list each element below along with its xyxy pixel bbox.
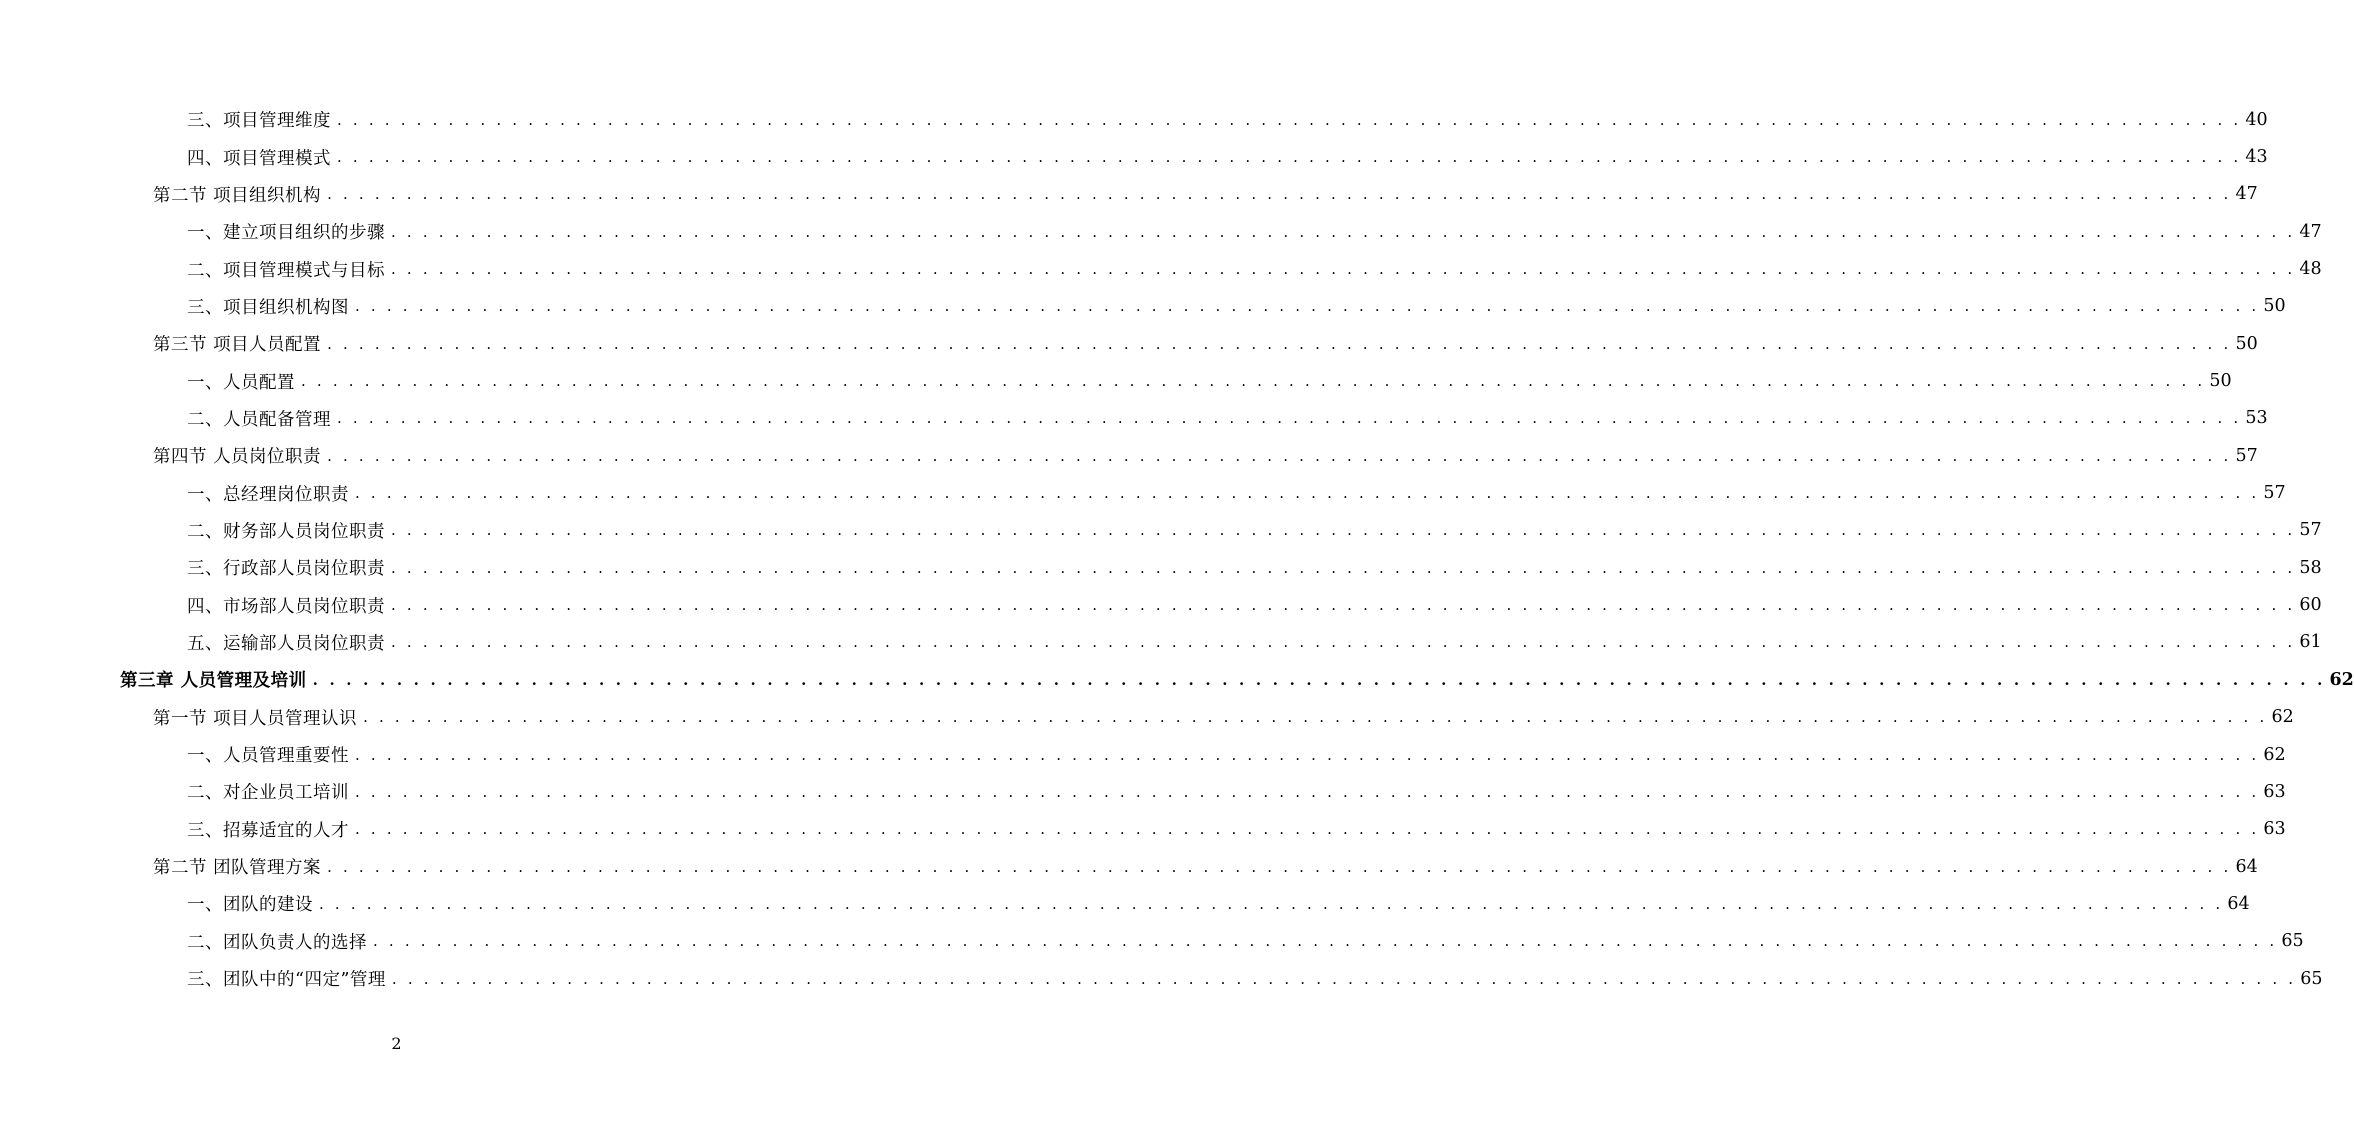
toc-entry-item[interactable]: [0, 773, 2286, 810]
toc-entry-page: 57: [2299, 520, 2322, 541]
toc-entry-item[interactable]: [0, 736, 2286, 773]
toc-entry-title: 第三节 项目人员配置: [153, 335, 322, 356]
toc-entry-title: 第二节 团队管理方案: [153, 858, 322, 879]
toc-entry-title: 四、项目管理模式: [187, 148, 331, 169]
toc-entry-item[interactable]: [0, 138, 2268, 175]
toc-entry-page: 61: [2299, 632, 2322, 653]
toc-entry-title: 二、团队负责人的选择: [187, 932, 367, 953]
toc-entry-title: 第四节 人员岗位职责: [153, 447, 322, 468]
toc-entry-title: 第二节 项目组织机构: [153, 185, 322, 206]
toc-entry-page: 50: [2263, 296, 2286, 317]
toc-entry-title: 三、项目管理维度: [187, 111, 331, 132]
toc-entry-title: 一、总经理岗位职责: [187, 484, 349, 505]
toc-entry-chapter[interactable]: [0, 661, 2354, 698]
dot-leader: . . . . . . . . . . . . . . . . . . . . . . . . . . . . . . . . . . . . . . . . . . . . . . . . . . . . . . . . . . . . . . . . . . . . . . . . . . . . . . . . . . . . . . . . . . . . . . . . . . . . . . . . . . . . . . . . . . . . . . . .: [373, 932, 2278, 951]
toc-entry-title: 三、招募适宜的人才: [187, 820, 349, 841]
dot-leader: . . . . . . . . . . . . . . . . . . . . . . . . . . . . . . . . . . . . . . . . . . . . . . . . . . . . . . . . . . . . . . . . . . . . . . . . . . . . . . . . . . . . . . . . . . . . . . . . . . . . . . . . . . . . . . . . . . . . . . . .: [355, 297, 2260, 316]
toc-entry-item[interactable]: [0, 213, 2322, 250]
dot-leader: . . . . . . . . . . . . . . . . . . . . . . . . . . . . . . . . . . . . . . . . . . . . . . . . . . . . . . . . . . . . . . . . . . . . . . . . . . . . . . . . . . . . . . . . . . . . . . . . . . . . . . . . . . . . . . . . . . . . . . . .: [337, 110, 2242, 129]
dot-leader: . . . . . . . . . . . . . . . . . . . . . . . . . . . . . . . . . . . . . . . . . . . . . . . . . . . . . . . . . . . . . . . . . . . . . . . . . . . . . . . . . . . . . . . . . . . . . . . . . . . . . . . . . . . . . . . . . . . . . . . .: [391, 260, 2296, 279]
toc-entry-title: 二、人员配备管理: [187, 409, 331, 430]
toc-entry-title: 二、财务部人员岗位职责: [187, 521, 385, 542]
toc-entry-page: 63: [2263, 819, 2286, 840]
dot-leader: . . . . . . . . . . . . . . . . . . . . . . . . . . . . . . . . . . . . . . . . . . . . . . . . . . . . . . . . . . . . . . . . . . . . . . . . . . . . . . . . . . . . . . . . . . . . . . . . . . . . . . . . . . . . . . . . . . . . . . . .: [355, 484, 2260, 503]
toc-entry-item[interactable]: [0, 549, 2322, 586]
toc-entry-title: 一、人员管理重要性: [187, 746, 349, 767]
toc-entry-title: 四、市场部人员岗位职责: [187, 596, 385, 617]
dot-leader: . . . . . . . . . . . . . . . . . . . . . . . . . . . . . . . . . . . . . . . . . . . . . . . . . . . . . . . . . . . . . . . . . . . . . . . . . . . . . . . . . . . . . . . . . . . . . . . . . . . . . . . . . . . . . . . . . . . . . . . .: [327, 857, 2232, 876]
toc-entry-section[interactable]: [0, 437, 2258, 474]
toc-entry-item[interactable]: [0, 923, 2304, 960]
toc-entry-title: 二、项目管理模式与目标: [187, 260, 385, 281]
dot-leader: . . . . . . . . . . . . . . . . . . . . . . . . . . . . . . . . . . . . . . . . . . . . . . . . . . . . . . . . . . . . . . . . . . . . . . . . . . . . . . . . . . . . . . . . . . . . . . . . . . . . . . . . . . . . . . . . . . . . . . . .: [312, 670, 2326, 689]
toc-entry-item[interactable]: [0, 250, 2322, 287]
toc-entry-page: 64: [2227, 893, 2250, 914]
toc-entry-page: 53: [2245, 408, 2268, 429]
dot-leader: . . . . . . . . . . . . . . . . . . . . . . . . . . . . . . . . . . . . . . . . . . . . . . . . . . . . . . . . . . . . . . . . . . . . . . . . . . . . . . . . . . . . . . . . . . . . . . . . . . . . . . . . . . . . . . . . . . . . . . . .: [355, 782, 2260, 801]
toc-entry-page: 62: [2329, 669, 2354, 690]
toc-entry-title: 一、建立项目组织的步骤: [187, 223, 385, 244]
toc-entry-page: 57: [2235, 445, 2258, 466]
toc-entry-page: 40: [2245, 109, 2268, 130]
dot-leader: . . . . . . . . . . . . . . . . . . . . . . . . . . . . . . . . . . . . . . . . . . . . . . . . . . . . . . . . . . . . . . . . . . . . . . . . . . . . . . . . . . . . . . . . . . . . . . . . . . . . . . . . . . . . . . . . . . . . . . . .: [319, 894, 2224, 913]
dot-leader: . . . . . . . . . . . . . . . . . . . . . . . . . . . . . . . . . . . . . . . . . . . . . . . . . . . . . . . . . . . . . . . . . . . . . . . . . . . . . . . . . . . . . . . . . . . . . . . . . . . . . . . . . . . . . . . . . . . . . . . .: [327, 446, 2232, 465]
toc-entry-page: 47: [2299, 221, 2322, 242]
toc-entry-page: 58: [2299, 557, 2322, 578]
toc-entry-page: 50: [2209, 371, 2232, 392]
toc-entry-page: 65: [2281, 931, 2304, 952]
dot-leader: . . . . . . . . . . . . . . . . . . . . . . . . . . . . . . . . . . . . . . . . . . . . . . . . . . . . . . . . . . . . . . . . . . . . . . . . . . . . . . . . . . . . . . . . . . . . . . . . . . . . . . . . . . . . . . . . . . . . . . . .: [391, 558, 2296, 577]
dot-leader: . . . . . . . . . . . . . . . . . . . . . . . . . . . . . . . . . . . . . . . . . . . . . . . . . . . . . . . . . . . . . . . . . . . . . . . . . . . . . . . . . . . . . . . . . . . . . . . . . . . . . . . . . . . . . . . . . . . . . . . .: [391, 521, 2296, 540]
dot-leader: . . . . . . . . . . . . . . . . . . . . . . . . . . . . . . . . . . . . . . . . . . . . . . . . . . . . . . . . . . . . . . . . . . . . . . . . . . . . . . . . . . . . . . . . . . . . . . . . . . . . . . . . . . . . . . . . . . . . . . . .: [301, 372, 2206, 391]
toc-entry-page: 47: [2235, 184, 2258, 205]
dot-leader: . . . . . . . . . . . . . . . . . . . . . . . . . . . . . . . . . . . . . . . . . . . . . . . . . . . . . . . . . . . . . . . . . . . . . . . . . . . . . . . . . . . . . . . . . . . . . . . . . . . . . . . . . . . . . . . . . . . . . . . .: [327, 334, 2232, 353]
toc-entry-item[interactable]: [0, 960, 2323, 997]
dot-leader: . . . . . . . . . . . . . . . . . . . . . . . . . . . . . . . . . . . . . . . . . . . . . . . . . . . . . . . . . . . . . . . . . . . . . . . . . . . . . . . . . . . . . . . . . . . . . . . . . . . . . . . . . . . . . . . . . . . . . . . .: [355, 745, 2260, 764]
toc-entry-page: 57: [2263, 483, 2286, 504]
toc-entry-item[interactable]: [0, 474, 2286, 511]
toc-entry-title: 一、团队的建设: [187, 895, 313, 916]
toc-entry-page: 48: [2299, 259, 2322, 280]
toc-entry-title: 二、对企业员工培训: [187, 783, 349, 804]
toc-entry-page: 62: [2263, 744, 2286, 765]
toc-entry-page: 62: [2271, 707, 2294, 728]
toc-entry-title: 第三章 人员管理及培训: [120, 671, 307, 692]
dot-leader: . . . . . . . . . . . . . . . . . . . . . . . . . . . . . . . . . . . . . . . . . . . . . . . . . . . . . . . . . . . . . . . . . . . . . . . . . . . . . . . . . . . . . . . . . . . . . . . . . . . . . . . . . . . . . . . . . . . . . . . .: [337, 409, 2242, 428]
toc-entry-title: 一、人员配置: [187, 372, 295, 393]
toc-entry-section[interactable]: [0, 699, 2294, 736]
toc-entry-page: 43: [2245, 147, 2268, 168]
dot-leader: . . . . . . . . . . . . . . . . . . . . . . . . . . . . . . . . . . . . . . . . . . . . . . . . . . . . . . . . . . . . . . . . . . . . . . . . . . . . . . . . . . . . . . . . . . . . . . . . . . . . . . . . . . . . . . . . . . . . . . . .: [391, 633, 2296, 652]
toc-entry-page: 60: [2299, 595, 2322, 616]
toc-entry-page: 50: [2235, 333, 2258, 354]
toc-entry-item[interactable]: [0, 885, 2250, 922]
toc-entry-title: 三、团队中的“四定”管理: [187, 970, 386, 991]
toc-entry-page: 64: [2235, 856, 2258, 877]
dot-leader: . . . . . . . . . . . . . . . . . . . . . . . . . . . . . . . . . . . . . . . . . . . . . . . . . . . . . . . . . . . . . . . . . . . . . . . . . . . . . . . . . . . . . . . . . . . . . . . . . . . . . . . . . . . . . . . . . . . . . . . .: [327, 185, 2232, 204]
toc-entry-item[interactable]: [0, 811, 2286, 848]
toc-entry-section[interactable]: [0, 325, 2258, 362]
toc-entry-item[interactable]: [0, 624, 2322, 661]
toc-entry-title: 第一节 项目人员管理认识: [153, 708, 358, 729]
page-number: 2: [391, 1034, 402, 1053]
dot-leader: . . . . . . . . . . . . . . . . . . . . . . . . . . . . . . . . . . . . . . . . . . . . . . . . . . . . . . . . . . . . . . . . . . . . . . . . . . . . . . . . . . . . . . . . . . . . . . . . . . . . . . . . . . . . . . . . . . . . . . . .: [355, 820, 2260, 839]
toc-entry-page: 65: [2300, 968, 2323, 989]
toc-entry-item[interactable]: [0, 400, 2268, 437]
table-of-contents: [0, 101, 2354, 997]
toc-entry-item[interactable]: [0, 362, 2232, 399]
dot-leader: . . . . . . . . . . . . . . . . . . . . . . . . . . . . . . . . . . . . . . . . . . . . . . . . . . . . . . . . . . . . . . . . . . . . . . . . . . . . . . . . . . . . . . . . . . . . . . . . . . . . . . . . . . . . . . . . . . . . . . . .: [363, 708, 2268, 727]
toc-entry-section[interactable]: [0, 176, 2258, 213]
dot-leader: . . . . . . . . . . . . . . . . . . . . . . . . . . . . . . . . . . . . . . . . . . . . . . . . . . . . . . . . . . . . . . . . . . . . . . . . . . . . . . . . . . . . . . . . . . . . . . . . . . . . . . . . . . . . . . . . . . . . . . . .: [391, 969, 2297, 988]
toc-entry-item[interactable]: [0, 512, 2322, 549]
toc-entry-item[interactable]: [0, 288, 2286, 325]
toc-entry-title: 五、运输部人员岗位职责: [187, 633, 385, 654]
dot-leader: . . . . . . . . . . . . . . . . . . . . . . . . . . . . . . . . . . . . . . . . . . . . . . . . . . . . . . . . . . . . . . . . . . . . . . . . . . . . . . . . . . . . . . . . . . . . . . . . . . . . . . . . . . . . . . . . . . . . . . . .: [391, 596, 2296, 615]
toc-entry-title: 三、行政部人员岗位职责: [187, 559, 385, 580]
toc-entry-item[interactable]: [0, 101, 2268, 138]
toc-entry-title: 三、项目组织机构图: [187, 297, 349, 318]
toc-entry-section[interactable]: [0, 848, 2258, 885]
toc-entry-page: 63: [2263, 781, 2286, 802]
toc-entry-item[interactable]: [0, 586, 2322, 623]
dot-leader: . . . . . . . . . . . . . . . . . . . . . . . . . . . . . . . . . . . . . . . . . . . . . . . . . . . . . . . . . . . . . . . . . . . . . . . . . . . . . . . . . . . . . . . . . . . . . . . . . . . . . . . . . . . . . . . . . . . . . . . .: [391, 222, 2296, 241]
dot-leader: . . . . . . . . . . . . . . . . . . . . . . . . . . . . . . . . . . . . . . . . . . . . . . . . . . . . . . . . . . . . . . . . . . . . . . . . . . . . . . . . . . . . . . . . . . . . . . . . . . . . . . . . . . . . . . . . . . . . . . . .: [337, 148, 2242, 167]
